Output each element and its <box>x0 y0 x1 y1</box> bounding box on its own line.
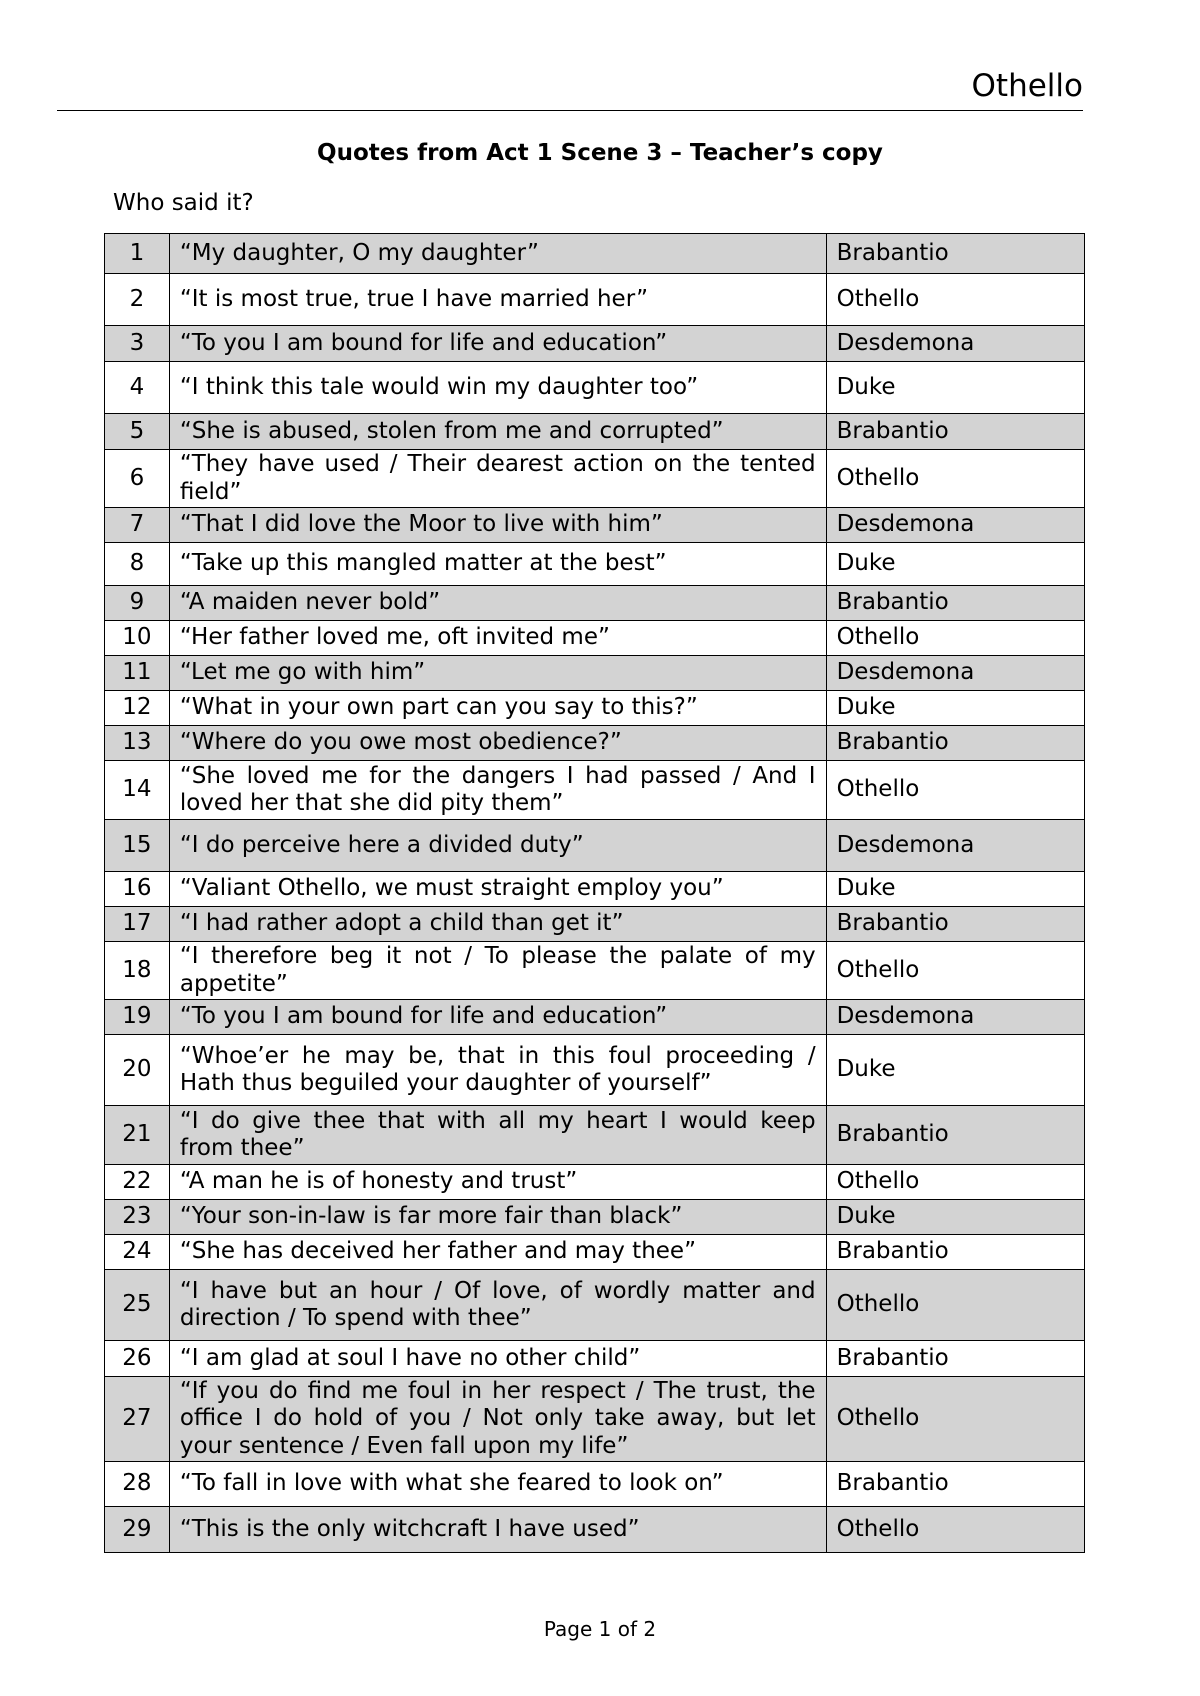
speaker-name: Brabantio <box>826 726 1084 761</box>
row-number: 13 <box>105 726 170 761</box>
speaker-name: Duke <box>826 1035 1084 1106</box>
table-row <box>105 1507 1085 1553</box>
row-number: 26 <box>105 1341 170 1377</box>
speaker-name: Desdemona <box>826 820 1084 872</box>
header-title: Othello <box>971 68 1083 104</box>
row-number: 20 <box>105 1035 170 1106</box>
table-row <box>105 326 1085 362</box>
row-number: 5 <box>105 414 170 450</box>
quote-text: “I do give thee that with all my heart I would keep from thee” <box>169 1106 826 1165</box>
speaker-name: Othello <box>826 1507 1084 1553</box>
row-number: 4 <box>105 362 170 414</box>
table-row <box>105 942 1085 1000</box>
quote-text: “Where do you owe most obedience?” <box>169 726 826 761</box>
table-row <box>105 1106 1085 1165</box>
table-row <box>105 621 1085 656</box>
row-number: 1 <box>105 234 170 274</box>
speaker-name: Desdemona <box>826 508 1084 543</box>
quote-text: “What in your own part can you say to this?” <box>169 691 826 726</box>
quote-text: “I had rather adopt a child than get it” <box>169 907 826 942</box>
quote-text: “Valiant Othello, we must straight employ you” <box>169 872 826 907</box>
row-number: 3 <box>105 326 170 362</box>
quote-text: “She is abused, stolen from me and corrupted” <box>169 414 826 450</box>
quote-text: “If you do find me foul in her respect / The trust, the office I do hold of you / Not only take away, but let your sentence / Even fall upon my life” <box>169 1377 826 1462</box>
quote-text: “Whoe’er he may be, that in this foul proceeding / Hath thus beguiled your daughter of yourself” <box>169 1035 826 1106</box>
row-number: 14 <box>105 761 170 820</box>
quotes-table-body <box>105 234 1085 1553</box>
table-row <box>105 872 1085 907</box>
speaker-name: Othello <box>826 942 1084 1000</box>
quote-text: “I therefore beg it not / To please the palate of my appetite” <box>169 942 826 1000</box>
row-number: 22 <box>105 1165 170 1200</box>
speaker-name: Brabantio <box>826 1106 1084 1165</box>
speaker-name: Brabantio <box>826 907 1084 942</box>
quote-text: “Take up this mangled matter at the best” <box>169 543 826 586</box>
speaker-name: Othello <box>826 274 1084 326</box>
table-row <box>105 1462 1085 1507</box>
table-row <box>105 1341 1085 1377</box>
speaker-name: Brabantio <box>826 586 1084 621</box>
quote-text: “Let me go with him” <box>169 656 826 691</box>
quote-text: “She loved me for the dangers I had passed / And I loved her that she did pity them” <box>169 761 826 820</box>
speaker-name: Duke <box>826 362 1084 414</box>
table-row <box>105 586 1085 621</box>
table-row <box>105 1165 1085 1200</box>
table-row <box>105 543 1085 586</box>
speaker-name: Desdemona <box>826 656 1084 691</box>
quote-text: “I am glad at soul I have no other child” <box>169 1341 826 1377</box>
row-number: 24 <box>105 1235 170 1270</box>
quote-text: “My daughter, O my daughter” <box>169 234 826 274</box>
row-number: 11 <box>105 656 170 691</box>
speaker-name: Brabantio <box>826 414 1084 450</box>
table-row <box>105 656 1085 691</box>
table-row <box>105 820 1085 872</box>
table-row <box>105 362 1085 414</box>
speaker-name: Othello <box>826 1270 1084 1341</box>
speaker-name: Desdemona <box>826 1000 1084 1035</box>
row-number: 12 <box>105 691 170 726</box>
quote-text: “I think this tale would win my daughter too” <box>169 362 826 414</box>
quote-text: “Her father loved me, oft invited me” <box>169 621 826 656</box>
table-row <box>105 726 1085 761</box>
speaker-name: Othello <box>826 761 1084 820</box>
table-row <box>105 1270 1085 1341</box>
table-row <box>105 761 1085 820</box>
row-number: 25 <box>105 1270 170 1341</box>
quote-text: “They have used / Their dearest action on the tented field” <box>169 450 826 508</box>
table-row <box>105 1035 1085 1106</box>
header-rule <box>57 110 1083 111</box>
speaker-name: Othello <box>826 1377 1084 1462</box>
row-number: 15 <box>105 820 170 872</box>
table-row <box>105 907 1085 942</box>
quote-text: “That I did love the Moor to live with him” <box>169 508 826 543</box>
table-row <box>105 691 1085 726</box>
row-number: 23 <box>105 1200 170 1235</box>
quote-text: “A man he is of honesty and trust” <box>169 1165 826 1200</box>
row-number: 21 <box>105 1106 170 1165</box>
row-number: 29 <box>105 1507 170 1553</box>
speaker-name: Duke <box>826 691 1084 726</box>
row-number: 9 <box>105 586 170 621</box>
table-row <box>105 1235 1085 1270</box>
quote-text: “She has deceived her father and may thee” <box>169 1235 826 1270</box>
quote-text: “To you I am bound for life and education” <box>169 1000 826 1035</box>
speaker-name: Othello <box>826 621 1084 656</box>
speaker-name: Brabantio <box>826 1341 1084 1377</box>
row-number: 27 <box>105 1377 170 1462</box>
row-number: 18 <box>105 942 170 1000</box>
quote-text: “This is the only witchcraft I have used” <box>169 1507 826 1553</box>
table-row <box>105 1377 1085 1462</box>
quotes-table <box>104 233 1085 1553</box>
table-row <box>105 274 1085 326</box>
document-subtitle: Who said it? <box>113 190 254 216</box>
speaker-name: Brabantio <box>826 1235 1084 1270</box>
quote-text: “A maiden never bold” <box>169 586 826 621</box>
row-number: 16 <box>105 872 170 907</box>
speaker-name: Othello <box>826 450 1084 508</box>
row-number: 10 <box>105 621 170 656</box>
quote-text: “It is most true, true I have married her” <box>169 274 826 326</box>
row-number: 19 <box>105 1000 170 1035</box>
row-number: 6 <box>105 450 170 508</box>
row-number: 7 <box>105 508 170 543</box>
table-row <box>105 1000 1085 1035</box>
quote-text: “I do perceive here a divided duty” <box>169 820 826 872</box>
row-number: 28 <box>105 1462 170 1507</box>
row-number: 2 <box>105 274 170 326</box>
speaker-name: Othello <box>826 1165 1084 1200</box>
row-number: 8 <box>105 543 170 586</box>
speaker-name: Brabantio <box>826 1462 1084 1507</box>
speaker-name: Duke <box>826 872 1084 907</box>
row-number: 17 <box>105 907 170 942</box>
speaker-name: Duke <box>826 1200 1084 1235</box>
table-row <box>105 450 1085 508</box>
quote-text: “I have but an hour / Of love, of wordly matter and direction / To spend with thee” <box>169 1270 826 1341</box>
quote-text: “To you I am bound for life and education” <box>169 326 826 362</box>
quote-text: “Your son-in-law is far more fair than black” <box>169 1200 826 1235</box>
speaker-name: Brabantio <box>826 234 1084 274</box>
table-row <box>105 414 1085 450</box>
table-row <box>105 508 1085 543</box>
quote-text: “To fall in love with what she feared to look on” <box>169 1462 826 1507</box>
document-title: Quotes from Act 1 Scene 3 – Teacher’s copy <box>317 140 883 166</box>
table-row <box>105 1200 1085 1235</box>
speaker-name: Duke <box>826 543 1084 586</box>
table-row <box>105 234 1085 274</box>
speaker-name: Desdemona <box>826 326 1084 362</box>
page-number: Page 1 of 2 <box>543 1617 657 1641</box>
